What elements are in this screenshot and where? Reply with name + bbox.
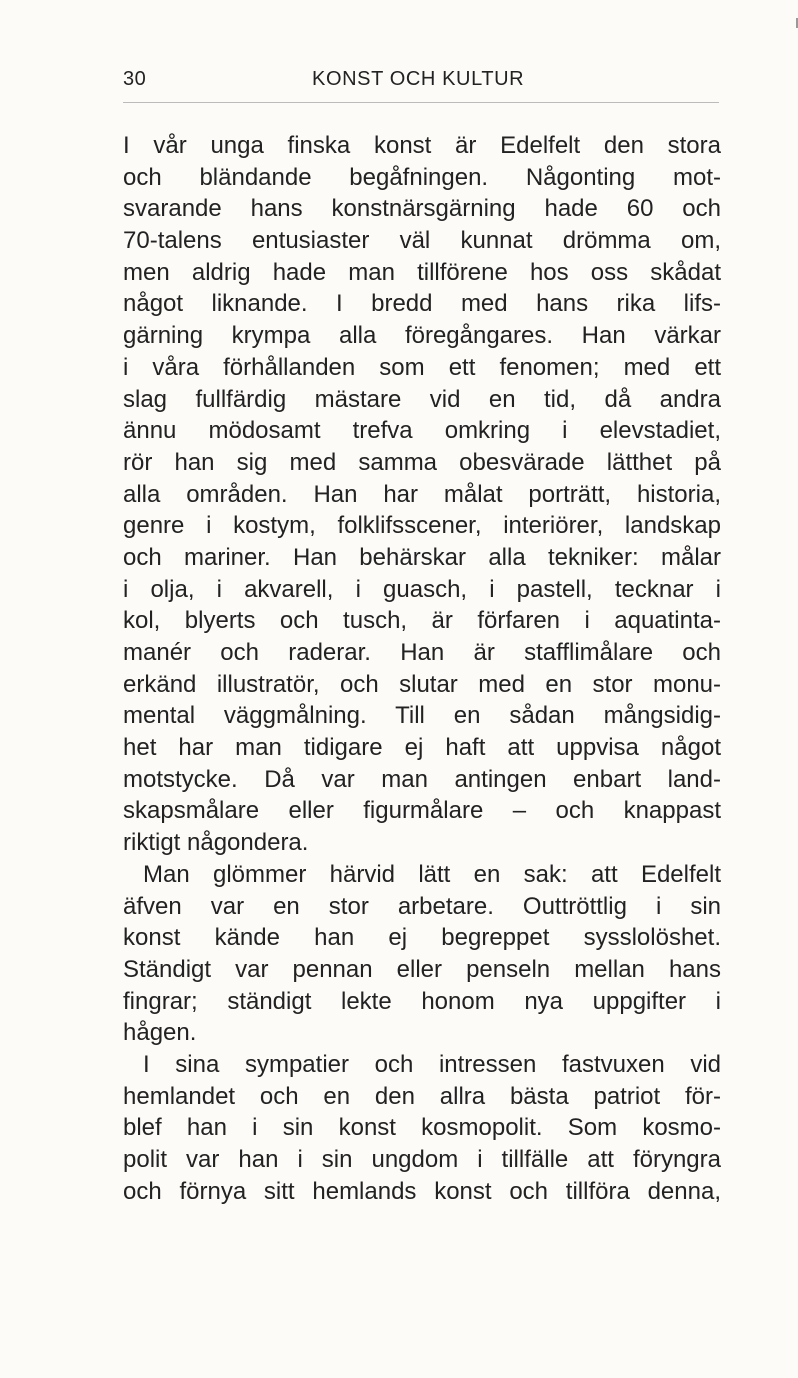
text-line: mental väggmålning. Till en sådan mångsidig- [123, 702, 721, 730]
text-line: manér och raderar. Han är stafflimålare och [123, 639, 721, 666]
text-line: och förnya sitt hemlands konst och tillföra denna, [123, 1177, 721, 1205]
body-text [123, 130, 721, 1207]
text-line: alla områden. Han har målat porträtt, historia, [123, 480, 721, 508]
text-line-paragraph-end: hågen. [123, 1019, 197, 1047]
page-number: 30 [123, 68, 147, 90]
text-line-paragraph-end: riktigt någondera. [123, 829, 309, 857]
text-line: erkänd illustratör, och slutar med en stor monu- [123, 670, 721, 698]
running-title: KONST OCH KULTUR [312, 68, 525, 90]
text-line: Ständigt var pennan eller penseln mellan hans [123, 955, 721, 983]
text-line: svarande hans konstnärsgärning hade 60 och [123, 195, 721, 223]
header-rule [123, 102, 719, 103]
page-header [123, 62, 719, 102]
text-line: i våra förhållanden som ett fenomen; med ett [123, 353, 721, 381]
text-line: hemlandet och en den allra bästa patriot för- [123, 1082, 721, 1110]
text-line: 70-talens entusiaster väl kunnat drömma om, [123, 227, 721, 255]
text-line: och mariner. Han behärskar alla tekniker: målar [123, 543, 721, 571]
text-line: slag fullfärdig mästare vid en tid, då andra [123, 385, 721, 413]
text-line: äfven var en stor arbetare. Outtröttlig i sin [123, 892, 721, 920]
text-line: men aldrig hade man tillförene hos oss skådat [123, 258, 721, 286]
text-line-paragraph-start: I sina sympatier och intressen fastvuxen vid [143, 1050, 721, 1078]
text-line: blef han i sin konst kosmopolit. Som kosmo- [123, 1114, 721, 1142]
text-line: kol, blyerts och tusch, är förfaren i aquatinta- [123, 607, 721, 635]
text-line: polit var han i sin ungdom i tillfälle att föryngra [123, 1146, 721, 1173]
text-line: ännu mödosamt trefva omkring i elevstadiet, [123, 417, 721, 445]
text-line: i olja, i akvarell, i guasch, i pastell, tecknar i [123, 575, 721, 603]
text-line: motstycke. Då var man antingen enbart land- [123, 765, 721, 793]
text-line: I vår unga finska konst är Edelfelt den stora [123, 132, 721, 159]
text-line-paragraph-start: Man glömmer härvid lätt en sak: att Edelfelt [143, 860, 721, 888]
text-line: skapsmålare eller figurmålare – och knappast [123, 797, 721, 825]
text-line: och bländande begåfningen. Någonting mot- [123, 163, 721, 191]
text-line: het har man tidigare ej haft att uppvisa något [123, 734, 721, 762]
text-line: genre i kostym, folklifsscener, interiörer, landskap [123, 512, 721, 540]
text-line: något liknande. I bredd med hans rika lifs- [123, 290, 721, 318]
text-line: rör han sig med samma obesvärade lätthet på [123, 448, 721, 476]
text-line: gärning krympa alla föregångares. Han värkar [123, 322, 721, 350]
text-line: konst kände han ej begreppet sysslolöshet. [123, 924, 721, 952]
text-line: fingrar; ständigt lekte honom nya uppgifter i [123, 987, 721, 1015]
